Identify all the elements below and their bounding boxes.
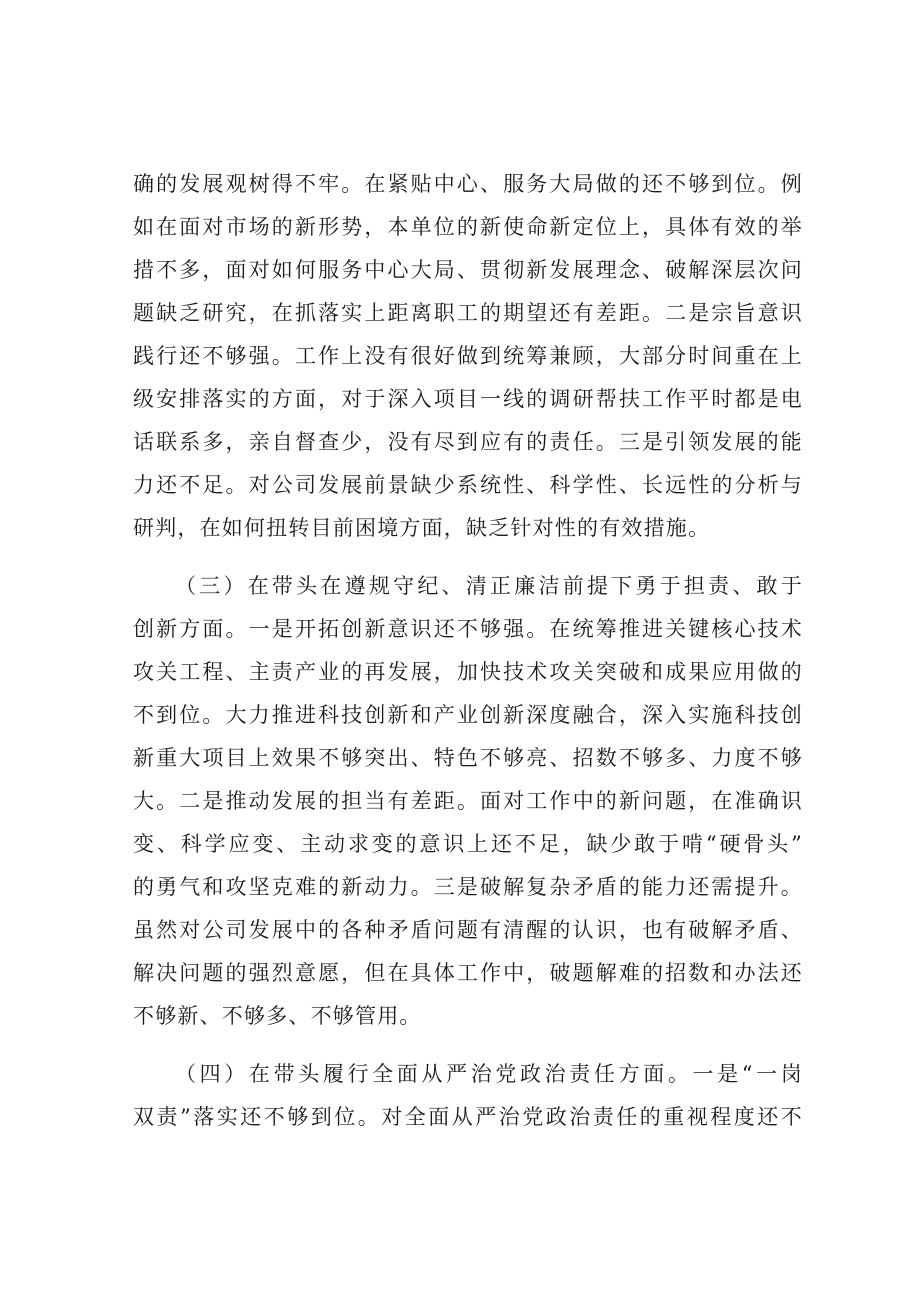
text-line: 研判，在如何扭转目前困境方面，缺乏针对性的有效措施。 <box>133 516 711 540</box>
text-line: 措不多，面对如何服务中心大局、贯彻新发展理念、破解深层次问 <box>133 258 803 282</box>
text-line-indented: （三）在带头在遵规守纪、清正廉洁前提下勇于担责、敢于 <box>175 574 803 598</box>
text-line: 话联系多，亲自督查少，没有尽到应有的责任。三是引领发展的能 <box>133 430 803 454</box>
text-line: 践行还不够强。工作上没有很好做到统筹兼顾，大部分时间重在上 <box>133 344 803 368</box>
paragraph-four <box>133 1053 803 1139</box>
text-line: 攻关工程、主责产业的再发展，加快技术攻关突破和成果应用做的 <box>133 660 803 684</box>
text-line: 的勇气和攻坚克难的新动力。三是破解复杂矛盾的能力还需提升。 <box>133 875 803 899</box>
paragraph-gap <box>133 550 803 565</box>
text-line: 创新方面。一是开拓创新意识还不够强。在统筹推进关键核心技术 <box>133 617 803 641</box>
paragraph-gap <box>133 1038 803 1053</box>
text-line: 确的发展观树得不牢。在紧贴中心、服务大局做的还不够到位。例 <box>133 172 803 196</box>
text-line: 题缺乏研究，在抓落实上距离职工的期望还有差距。二是宗旨意识 <box>133 301 803 325</box>
text-line: 如在面对市场的新形势，本单位的新使命新定位上，具体有效的举 <box>133 215 803 239</box>
text-line: 双责”落实还不够到位。对全面从严治党政治责任的重视程度还不 <box>133 1105 803 1129</box>
text-line: 不够新、不够多、不够管用。 <box>133 1004 422 1028</box>
text-line: 力还不足。对公司发展前景缺少系统性、科学性、长远性的分析与 <box>133 473 803 497</box>
document-body <box>133 163 803 1139</box>
text-line: 不到位。大力推进科技创新和产业创新深度融合，深入实施科技创 <box>133 703 803 727</box>
text-line: 大。二是推动发展的担当有差距。面对工作中的新问题，在准确识 <box>133 789 803 813</box>
text-line: 解决问题的强烈意愿，但在具体工作中，破题解难的招数和办法还 <box>133 961 803 985</box>
paragraph-three <box>133 565 803 1038</box>
text-line: 级安排落实的方面，对于深入项目一线的调研帮扶工作平时都是电 <box>133 387 803 411</box>
paragraph-continuation <box>133 163 803 550</box>
text-line: 变、科学应变、主动求变的意识上还不足，缺少敢于啃“硬骨头” <box>133 832 803 856</box>
text-line: 虽然对公司发展中的各种矛盾问题有清醒的认识，也有破解矛盾、 <box>133 918 803 942</box>
text-line-indented: （四）在带头履行全面从严治党政治责任方面。一是“一岗 <box>175 1062 803 1086</box>
text-line: 新重大项目上效果不够突出、特色不够亮、招数不够多、力度不够 <box>133 746 803 770</box>
